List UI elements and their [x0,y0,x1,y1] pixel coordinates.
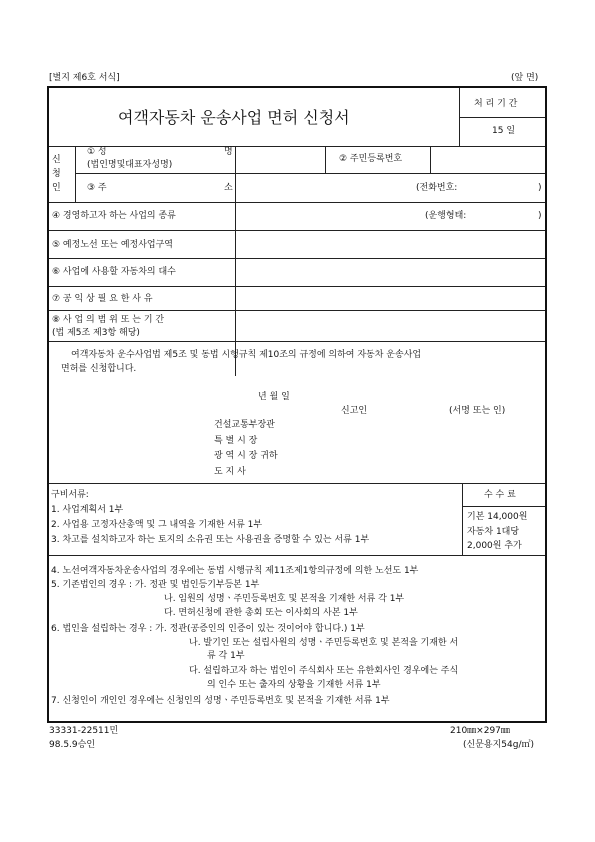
phone-close: ) [538,183,542,193]
fee-line-3: 2,000원 추가 [467,541,522,551]
fee-label: 수 수 료 [484,490,516,500]
address-label: ③ 주 [87,183,107,193]
fee-line-1: 기본 14,000원 [467,512,528,522]
recipient-minister: 건설교통부장관 [214,420,275,430]
operation-type-close: ) [538,211,542,221]
processing-period-label: 처 리 기 간 [474,99,518,109]
doc-item: 5. 기존법인의 경우 : 가. 정관 및 법인등기부등본 1부 [51,580,260,590]
doc-item: 다. 면허신청에 관한 총회 또는 이사회의 사본 1부 [164,608,358,618]
doc-item: 3. 차고를 설치하고자 하는 토지의 소유권 또는 사용권을 증명할 수 있는 서류 1부 [51,535,370,545]
doc-item: 류 각 1부 [207,651,245,661]
docs-heading: 구비서류: [51,490,89,500]
field-scope-period: ⑧ 사 업 의 범 위 또 는 기 간 [52,315,165,325]
doc-item: 7. 신청인이 개인인 경우에는 신청인의 성명ㆍ주민등록번호 및 본적을 기재한 서류 1부 [51,696,390,706]
operation-type-label: (운행형태: [425,211,467,221]
statement-line-1: 여객자동차 운수사업법 제5조 및 동법 시행규칙 제10조의 규정에 의하여 자동차 운송사업 [71,350,422,360]
address-label-end: 소 [224,183,233,193]
name-label-end: 명 [224,147,233,157]
approval-date: 98.5.9승인 [49,740,96,750]
phone-label: (전화번호: [416,183,458,193]
resident-id-label: ② 주민등록번호 [339,154,403,164]
recipient-province: 도 지 사 [214,467,246,477]
fee-line-2: 자동차 1대당 [467,527,520,537]
doc-item: 다. 설립하고자 하는 법인이 주식회사 또는 유한회사인 경우에는 주식 [189,666,459,676]
form-title: 여객자동차 운송사업 면허 신청서 [118,108,350,127]
doc-item: 6. 법인을 설립하는 경우 : 가. 정관(공증인의 인증이 있는 것이어야 합니다.) 1부 [51,624,365,634]
name-sublabel: (법인명및대표자성명) [87,160,173,170]
paper-size: 210㎜×297㎜ [450,726,510,736]
processing-period-value: 15 일 [492,126,516,136]
recipient-special-city: 특 별 시 장 [214,436,258,446]
field-business-type: ④ 경영하고자 하는 사업의 종류 [52,211,176,221]
recipient-metro-city: 광 역 시 장 귀하 [214,451,278,461]
field-scope-period-note: (법 제5조 제3항 해당) [52,328,140,338]
doc-item: 의 인수 또는 출자의 상황을 기재한 서류 1부 [207,680,381,690]
page-side-label: (앞 면) [511,73,539,83]
field-public-reason: ⑦ 공 익 상 필 요 한 사 유 [52,294,153,304]
doc-item: 1. 사업계획서 1부 [51,505,124,515]
applicant-sign-label: 신고인 [341,406,368,416]
doc-item: 나. 발기인 또는 설립사원의 성명ㆍ주민등록번호 및 본적을 기재한 서 [189,638,459,648]
field-vehicle-count: ⑥ 사업에 사용할 자동차의 대수 [52,267,176,277]
applicant-group-label: 신 청 인 [52,155,61,193]
form-number: [별지 제6호 서식] [49,73,120,83]
statement-line-2: 면허를 신청합니다. [61,364,137,374]
doc-item: 2. 사업용 고정자산총액 및 그 내역을 기재한 서류 1부 [51,520,263,530]
field-route-area: ⑤ 예정노선 또는 예정사업구역 [52,240,173,250]
paper-type: (신문용지54g/㎡) [463,740,534,750]
doc-item: 나. 임원의 성명ㆍ주민등록번호 및 본적을 기재한 서류 각 1부 [164,594,405,604]
doc-item: 4. 노선여객자동차운송사업의 경우에는 동법 시행규칙 제11조제1항의규정에 의한 노선도 1부 [51,566,419,576]
form-code: 33331-22511민 [49,726,119,736]
signature-note: (서명 또는 인) [449,406,506,416]
name-label: ① 성 [87,147,107,157]
date-line: 년 월 일 [258,392,290,402]
